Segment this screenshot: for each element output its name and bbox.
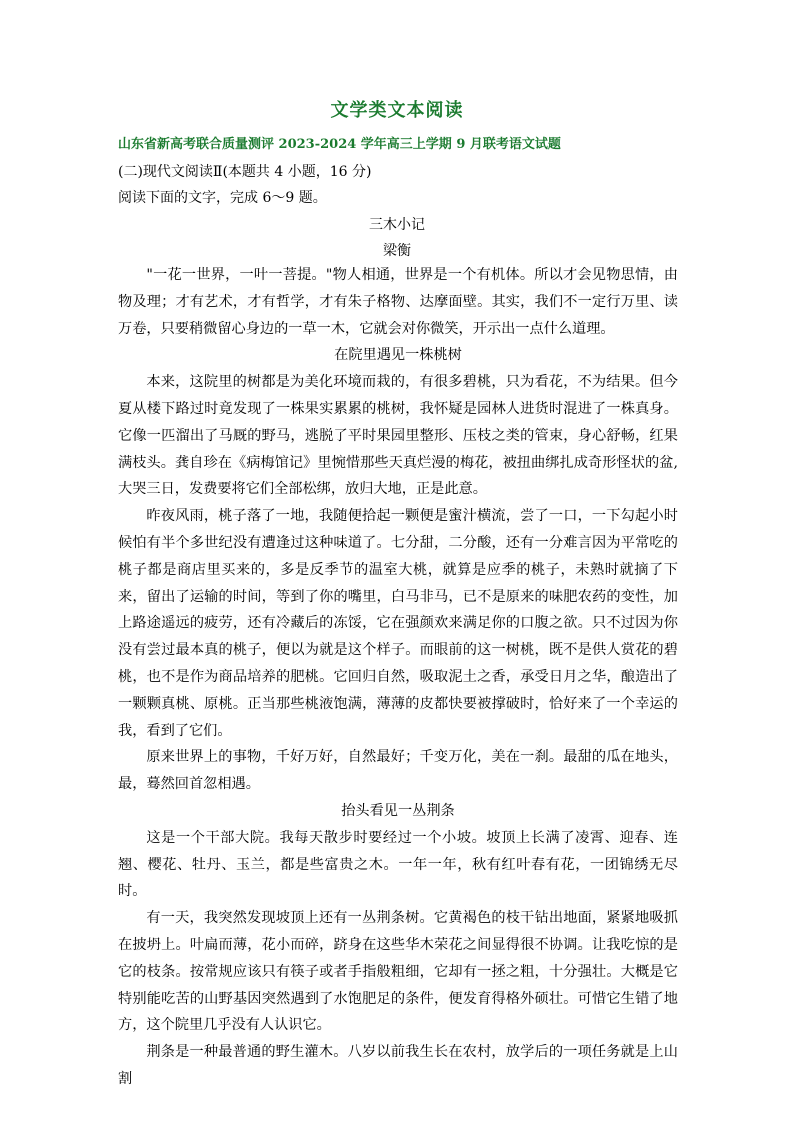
paragraph: 本来，这院里的树都是为美化环境而栽的，有很多碧桃，只为看花，不为结果。但今夏从楼下路过时竟发现了一株果实累累的桃树，我怀疑是园林人进货时混进了一株真身。它像一匹溜出了马厩的野马，逃脱了平时果园里整形、压枝之类的管束，身心舒畅，红果满枝头。龚自珍在《病梅馆记》里惋惜那些天真烂漫的梅花，被扭曲绑扎成奇形怪状的盆,大哭三日，发费要将它们全部松绑，放归大地，正是此意。 bbox=[118, 374, 678, 498]
paragraph: 原来世界上的事物，千好万好，自然最好；千变万化，美在一刹。最甜的瓜在地头，最，蓦然回首忽相遇。 bbox=[118, 749, 678, 793]
paragraph: "一花一世界，一叶一菩提。"物人相通，世界是一个有机体。所以才会见物思情，由物及理；才有艺术，才有哲学，才有朱子格物、达摩面壁。其实，我们不一定行万里、读万卷，只要稍微留心身边的一草一木，它就会对你微笑，开示出一点什么道理。 bbox=[118, 267, 678, 337]
document-title: 文学类文本阅读 bbox=[330, 100, 464, 121]
subheading: 在院里遇见一株桃树 bbox=[334, 347, 462, 364]
instruction: 阅读下面的文字，完成 6～9 题。 bbox=[118, 190, 327, 206]
paragraph: 昨夜风雨，桃子落了一地，我随便拾起一颗便是蜜汁横流，尝了一口，一下勾起小时候怕有半个多世纪没有遭逢过这种味道了。七分甜，二分酸，还有一分难言因为平常吃的桃子都是商店里买来的，多是反季节的温室大桃，就算是应季的桃子，未熟时就摘了下来，留出了运输的时间，等到了你的嘴里，白马非马，已不是原来的味肥农药的变性，加上路途遥远的疲劳，还有冷藏后的冻馁，它在强颜欢来满足你的口腹之欲。只不过因为你没有尝过最本真的桃子，便以为就是这个样子。而眼前的这一树桃，既不是供人赏花的碧桃，也不是作为商品培养的肥桃。它回归自然，吸取泥土之香，承受日月之华，酿造出了一颗颗真桃、原桃。正当那些桃液饱满，薄薄的皮都快要被撑破时，恰好来了一个幸运的我，看到了它们。 bbox=[118, 508, 678, 739]
paragraph: 这是一个干部大院。我每天散步时要经过一个小坡。坡顶上长满了凌霄、迎春、连翘、樱花、牡丹、玉兰，都是些富贵之木。一年一年，秋有红叶春有花，一团锦绣无尽时。 bbox=[118, 829, 678, 900]
article-author: 梁衡 bbox=[383, 243, 411, 259]
paragraph: 有一天，我突然发现坡顶上还有一丛荆条树。它黄褐色的枝干钻出地面，紧紧地吸抓在披坍上。叶扁而薄，花小而碎，跻身在这些华木荣花之间显得很不协调。让我吃惊的是它的枝条。按常规应该只有筷子或者手指般粗细，它却有一拯之粗，十分强壮。大概是它特别能吃苦的山野基因突然遇到了水饱肥足的条件，便发育得格外硕壮。可惜它生错了地方，这个院里几乎没有人认识它。 bbox=[118, 910, 678, 1034]
paragraph: 荆条是一种最普通的野生灌木。八岁以前我生长在农村，放学后的一项任务就是上山割 bbox=[118, 1044, 678, 1087]
subheading: 抬头看见一丛荆条 bbox=[341, 802, 455, 819]
article-body bbox=[118, 262, 678, 1093]
section-header: (二)现代文阅读Ⅱ(本题共 4 小题，16 分) bbox=[118, 164, 372, 180]
exam-source: 山东省新高考联合质量测评 2023-2024 学年高三上学期 9 月联考语文试题 bbox=[118, 137, 561, 152]
article-title: 三木小记 bbox=[369, 217, 425, 233]
